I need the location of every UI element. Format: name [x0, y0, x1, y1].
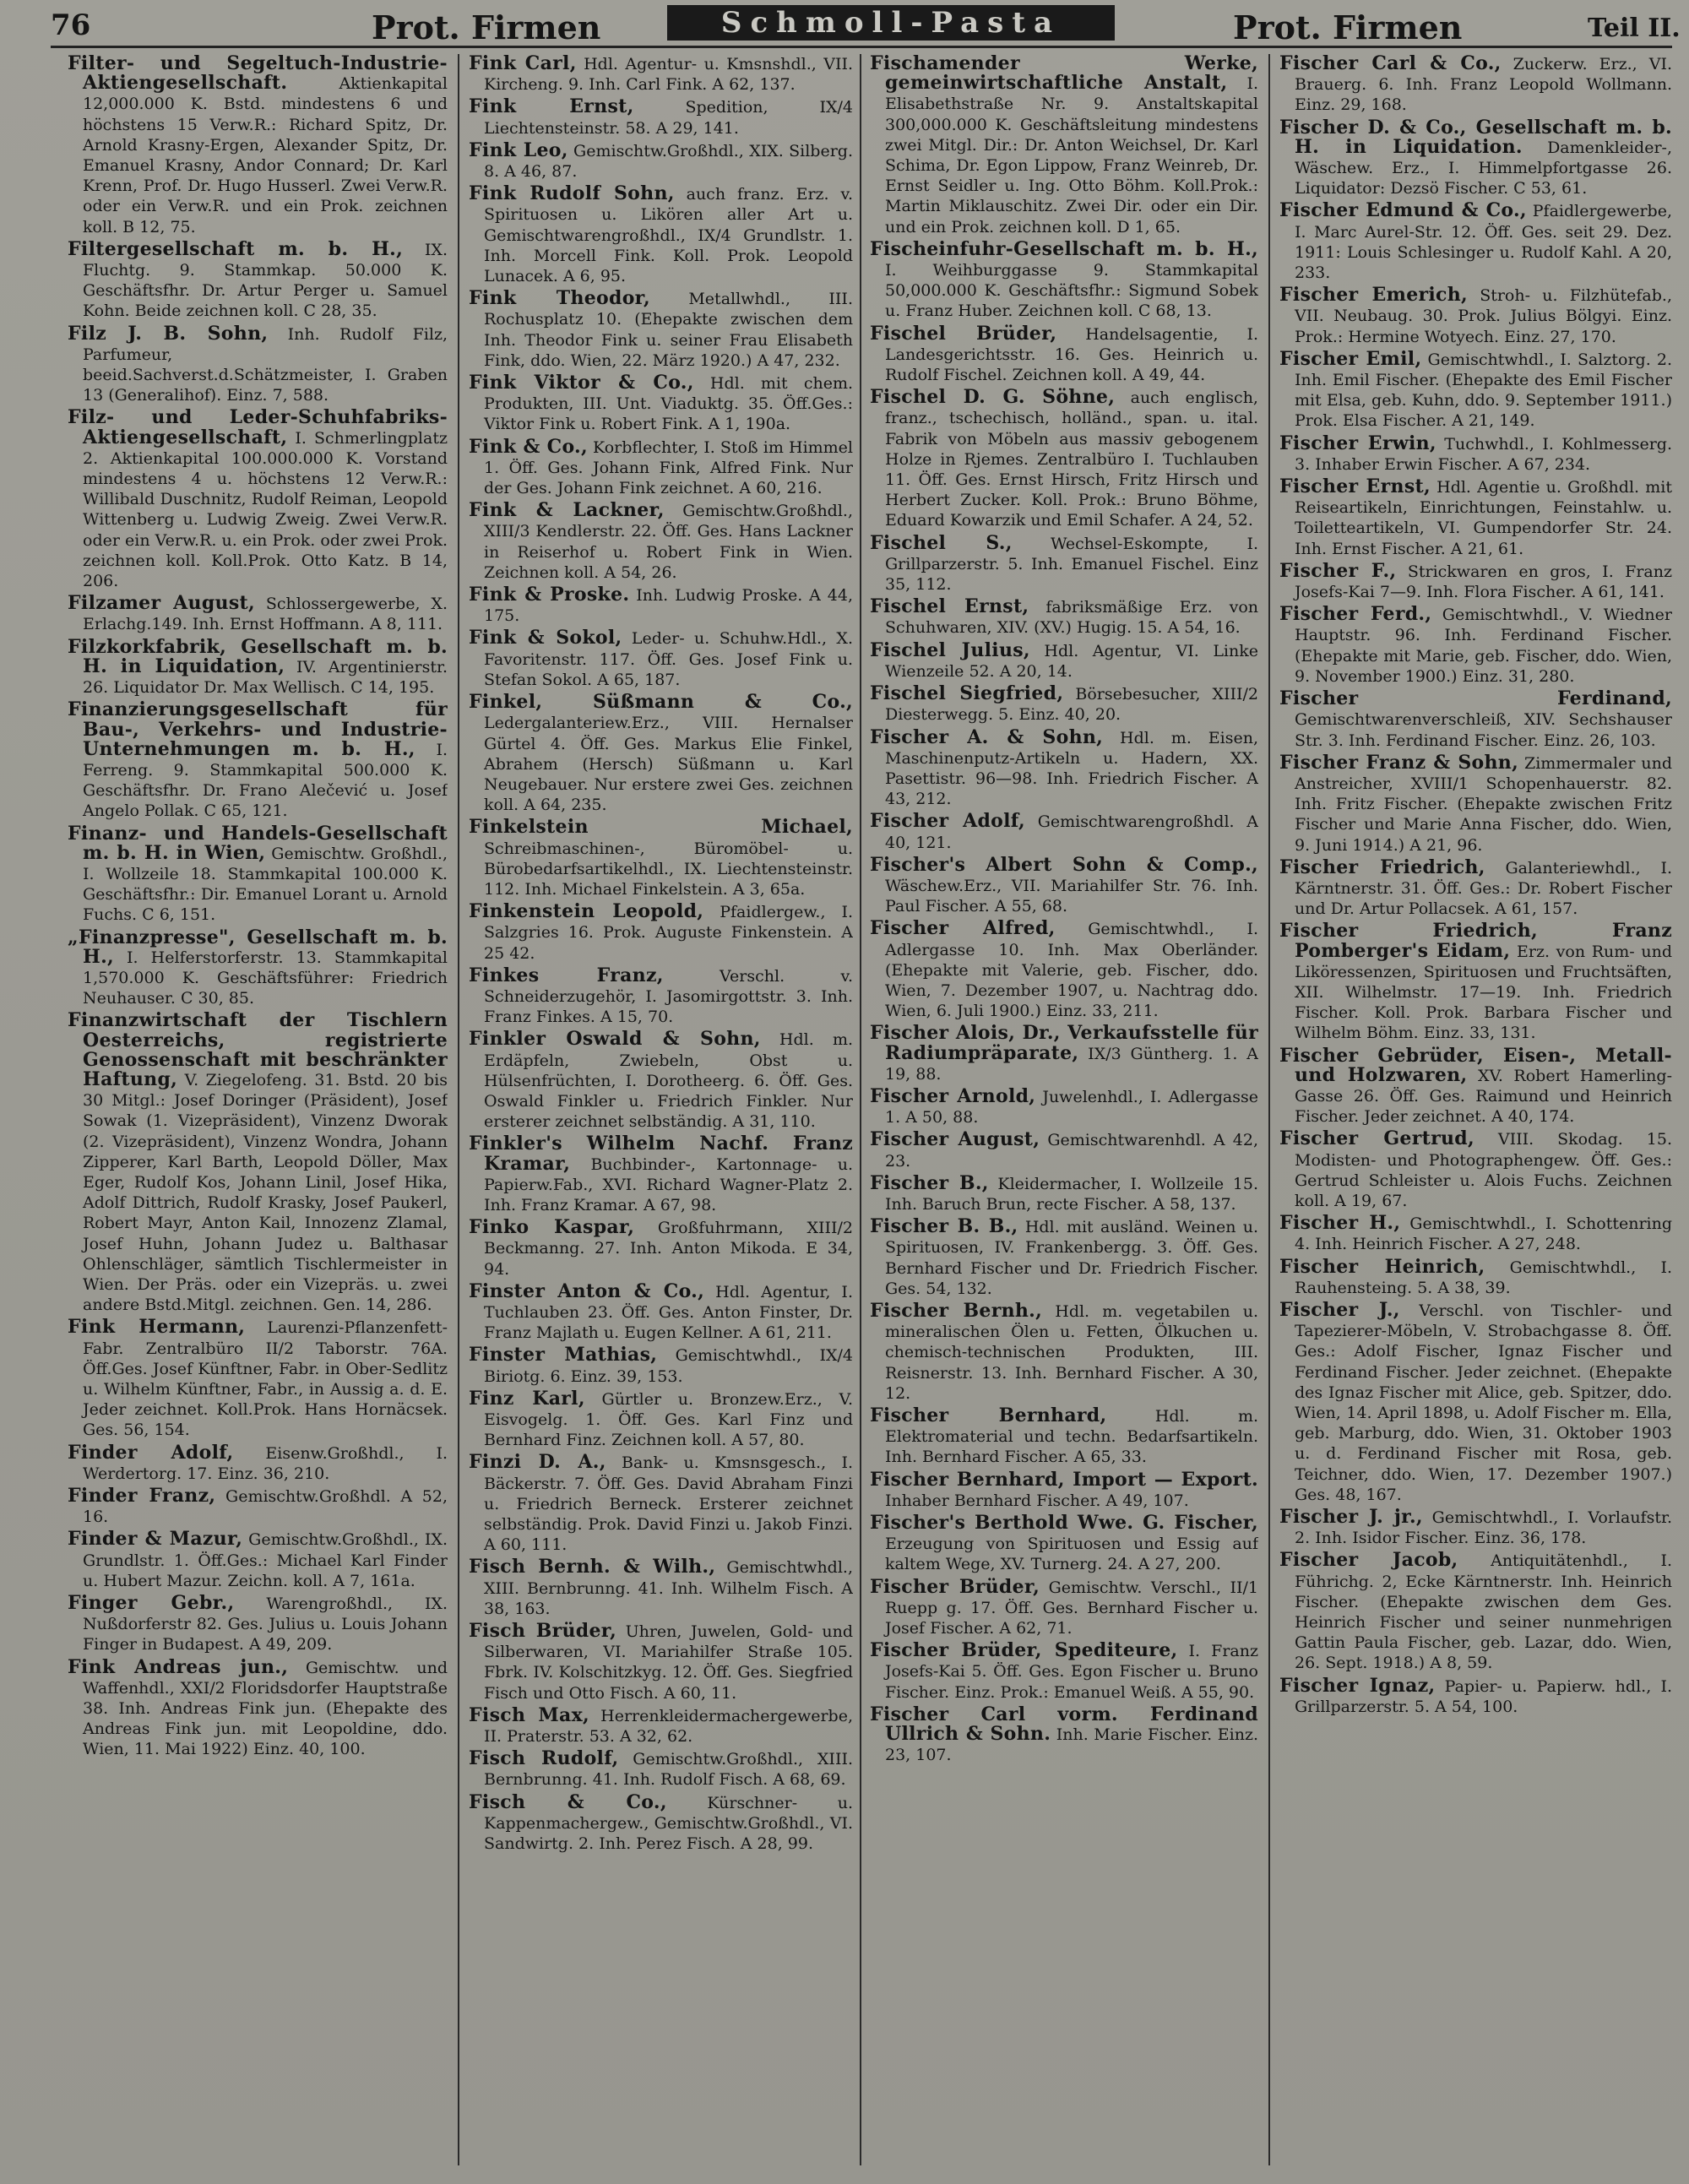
directory-entry	[68, 928, 448, 1009]
firm-details: Gemischtwhdl., I. Rauhensteing. 5. A 38, 39.	[1295, 1258, 1672, 1297]
directory-entry	[469, 289, 853, 371]
firm-name: Fischer J. jr.,	[1279, 1506, 1423, 1529]
firm-details: Gemischtwhdl., I. Salztorg. 2. Inh. Emil Fischer. (Ehepakte des Emil Fischer mit Elsa, geb. Kuhn, ddo. 9. September 1911.) Prok. Elsa Fischer. A 21, 149.	[1295, 350, 1672, 431]
firm-name: Fischer Emil,	[1279, 347, 1422, 370]
directory-entry	[1279, 1046, 1672, 1127]
firm-details: Börsebesucher, XIII/2 Diesterwegg. 5. Einz. 40, 20.	[885, 685, 1258, 725]
directory-entry	[870, 1705, 1258, 1766]
directory-entry	[870, 1470, 1258, 1511]
directory-entry	[469, 818, 853, 899]
firm-details: Gemischtw. und Waffenhdl., XXI/2 Floridsdorfer Hauptstraße 38. Inh. Andreas Fink jun. (Ehepakte des Andreas Fink jun. mit Leopoldine, ddo. Wien, 11. Mai 1922) Einz. 40, 100.	[83, 1658, 448, 1759]
directory-entry	[68, 237, 448, 322]
firm-name: Fink & Sokol,	[469, 627, 622, 649]
firm-name: Fischer Arnold,	[870, 1084, 1036, 1107]
firm-name: Fischer Friedrich,	[1279, 856, 1485, 878]
firm-details: Bank- u. Kmsnsgesch., I. Bäckerstr. 7. Öff. Ges. David Abraham Finzi u. Friedrich Berneck. Ersterer zeichnet selbständig. Prok. David Finzi u. Jakob Finzi. A 60, 111.	[484, 1453, 853, 1555]
column-divider	[458, 54, 459, 2165]
firm-details: Verschl. v. Schneiderzugehör, I. Jasomirgottstr. 3. Inh. Franz Finkes. A 15, 70.	[484, 966, 853, 1027]
directory-column-2	[469, 54, 853, 2165]
firm-name: Fischer Friedrich, Franz Pomberger's Eidam,	[1279, 920, 1672, 962]
directory-entry	[870, 1084, 1258, 1127]
firm-details: Gemischtw.Großhdl., XIII/3 Kendlerstr. 22. Öff. Ges. Hans Lackner in Reiserhof u. Robert Fink in Wien. Zeichnen koll. A 54, 26.	[484, 502, 853, 582]
directory-entry	[870, 1171, 1258, 1214]
firm-name: Fischer Ignaz,	[1279, 1674, 1436, 1697]
firm-details: Uhren, Juwelen, Gold- und Silberwaren, VI. Mariahilfer Straße 105. Fbrk. IV. Kolschitzkyg. 12. Öff. Ges. Siegfried Fisch und Otto Fisch. A 60, 11.	[484, 1622, 853, 1703]
firm-name: Fischer A. & Sohn,	[870, 725, 1104, 748]
firm-details: Erz. von Rum- und Liköressenzen, Spirituosen und Fruchtsäften, XII. Wilhelmstr. 17—19. Inh. Friedrich Fischer. Koll. Prok. Barbara Fischer und Wilhelm Böhm. Einz. 33, 131.	[1295, 942, 1672, 1043]
firm-details: Gemischtw.Großhdl. A 52, 16.	[83, 1487, 448, 1527]
firm-name: Finkes Franz,	[469, 964, 664, 986]
directory-entry	[870, 1406, 1258, 1468]
directory-entry	[870, 1301, 1258, 1404]
directory-entry	[68, 1011, 448, 1315]
directory-entry	[68, 1594, 448, 1655]
firm-name: Fischer Franz & Sohn,	[1279, 751, 1519, 774]
firm-details: Gemischtw. Großhdl., I. Wollzeile 18. Stammkapital 100.000 K. Geschäftsfhr.: Dir. Emanuel Lorant u. Arnold Fuchs. C 6, 151.	[83, 844, 448, 925]
firm-details: Großfuhrmann, XIII/2 Beckmanng. 27. Inh. Anton Mikoda. E 34, 94.	[484, 1219, 853, 1279]
directory-entry	[1279, 1508, 1672, 1548]
column-divider	[1268, 54, 1270, 2165]
directory-entry	[1279, 434, 1672, 475]
directory-column-3	[870, 54, 1258, 2165]
firm-details: Schlossergewerbe, X. Erlachg.149. Inh. Ernst Hoffmann. A 8, 111.	[83, 595, 448, 634]
directory-entry	[469, 437, 853, 499]
firm-details: Inhaber Bernhard Fischer. A 49, 107.	[885, 1491, 1189, 1510]
directory-entry	[469, 184, 853, 286]
firm-name: Filter- und Segeltuch-Industrie-Aktiengesellschaft.	[68, 54, 448, 95]
firm-name: Finkler Oswald & Sohn,	[469, 1028, 761, 1051]
firm-details: Pfaidlergew., I. Salzgries 16. Prok. Auguste Finkenstein. A 25 42.	[484, 903, 853, 963]
directory-entry	[68, 54, 448, 237]
section-title-left: Prot. Firmen	[372, 8, 601, 46]
firm-details: Damenkleider-, Wäschew. Erz., I. Himmelpfortgasse 26. Liquidator: Dezsö Fischer. C 53, 61.	[1295, 138, 1672, 198]
directory-entry	[870, 1217, 1258, 1299]
firm-name: Fischer H.,	[1279, 1212, 1401, 1235]
firm-details: IV. Argentinierstr. 26. Liquidator Dr. Max Wellisch. C 14, 195.	[83, 657, 448, 698]
firm-details: Kürschner- u. Kappenmachergew., Gemischtw.Großhdl., VI. Sandwirtg. 2. Inh. Perez Fisch. A 28, 99.	[484, 1793, 853, 1854]
firm-name: Fischer's Albert Sohn & Comp.,	[870, 853, 1258, 876]
directory-entry	[870, 1513, 1258, 1575]
firm-name: Finder Franz,	[68, 1485, 216, 1508]
directory-entry	[1279, 201, 1672, 283]
firm-details: Wäschew.Erz., VII. Mariahilfer Str. 76. Inh. Paul Fischer. A 55, 68.	[885, 876, 1258, 916]
firm-name: Fischer Gertrud,	[1279, 1127, 1474, 1150]
page-number: 76	[51, 8, 91, 42]
firm-name: Finster Mathias,	[469, 1344, 658, 1366]
directory-entry	[68, 1443, 448, 1484]
firm-name: Filz J. B. Sohn,	[68, 322, 269, 345]
directory-entry	[469, 1790, 853, 1855]
firm-details: V. Ziegelofeng. 31. Bstd. 20 bis 30 Mitgl.: Josef Doringer (Präsident), Josef Sowak (1. Vizepräsident), Vinzenz Dworak (2. Vizepräsident), Vinzenz Wondra, Johann Zipperer, Karl Barth, Leopold Döller, Max Eger, Rudolf Kos, Johann Linil, Josef Hika, Adolf Dittrich, Rudolf Krasky, Josef Paukerl, Robert Mayr, Anton Kail, Innozenz Zlamal, Josef Huhn, Johann Judez u. Balthasar Ohlenschläger, sämtlich Tischlermeister in Wien. Der Präs. oder ein Vizepräs. u. zwei andere Bstd.Mitgl. zeichnen. Gen. 14, 286.	[83, 1070, 448, 1315]
directory-entry	[870, 1575, 1258, 1639]
firm-details: Antiquitätenhdl., I. Führichg. 2, Ecke Kärntnerstr. Inh. Heinrich Fischer. (Ehepakte zwischen dem Ges. Heinrich Fischer und seiner nunmehrigen Gattin Paula Fischer, geb. Lazar, ddo. Wien, 26. Sept. 1918.) A 8, 59.	[1295, 1551, 1672, 1673]
directory-entry	[469, 54, 853, 95]
directory-entry	[870, 597, 1258, 638]
firm-name: Finder & Mazur,	[68, 1528, 243, 1551]
firm-details: fabriksmäßige Erz. von Schuhwaren, XIV. (XV.) Hugig. 15. A 54, 16.	[885, 598, 1258, 638]
firm-details: Gemischtwhdl., I. Schottenring 4. Inh. Heinrich Fischer. A 27, 248.	[1295, 1214, 1672, 1254]
firm-details: Laurenzi-Pflanzenfett-Fabr. Zentralbüro II/2 Taborstr. 76A. Öff.Ges. Josef Künftner, Fabr. in Ober-Sedlitz u. Wilhelm Künftner, Fabr., in Aussig a. d. E. Jeder zeichnet. Koll.Prok. Hans Hornäcsek. Ges. 56, 154.	[83, 1318, 448, 1440]
firm-details: Gemischtwhdl., I. Vorlaufstr. 2. Inh. Isidor Fischer. Einz. 36, 178.	[1295, 1508, 1672, 1548]
firm-name: Fischer Carl & Co.,	[1279, 54, 1502, 74]
firm-name: Fischel Brüder,	[870, 322, 1057, 345]
firm-details: I. Weihburggasse 9. Stammkapital 50,000.000 K. Geschäftsfhr.: Sigmund Sobek u. Franz Huber. Zeichnen koll. C 68, 13.	[885, 261, 1258, 321]
firm-details: I. Franz Josefs-Kai 5. Öff. Ges. Egon Fischer u. Bruno Fischer. Einz. Prok.: Emanuel Weiß. A 55, 90.	[885, 1642, 1258, 1702]
page-header	[51, 5, 1681, 48]
firm-details: Gemischtwarenverschleiß, XIV. Sechshauser Str. 3. Inh. Ferdinand Fischer. Einz. 26, 103.	[1295, 710, 1672, 750]
directory-entry	[870, 853, 1258, 917]
firm-details: Gemischtwarengroßhdl. A 40, 121.	[885, 812, 1258, 852]
firm-details: Gemischtwhdl., V. Wiedner Hauptstr. 96. Inh. Ferdinand Fischer. (Ehepakte mit Marie, geb. Fischer, ddo. Wien, 9. November 1900.) Einz. 31, 280.	[1295, 606, 1672, 686]
firm-name: Fisch Max,	[469, 1703, 589, 1726]
directory-entry	[1279, 921, 1672, 1043]
firm-details: Herrenkleidermachergewerbe, II. Praterstr. 53. A 32, 62.	[484, 1706, 853, 1747]
firm-details: I. Elisabethstraße Nr. 9. Anstaltskapital 300,000.000 K. Geschäftsleitung mindestens zwei Mitgl. Dir.: Dr. Anton Weichsel, Dr. Karl Schima, Dr. Egon Lippow, Franz Weinreb, Dr. Ernst Seidler u. Ing. Otto Böhm. Koll.Prok.: Martin Miklauschitz. Zwei Dir. oder ein Dir. und ein Prok. zeichnen koll. D 1, 65.	[885, 74, 1258, 236]
firm-name: Finzi D. A.,	[469, 1451, 606, 1474]
firm-name: Fink & Lackner,	[469, 499, 665, 522]
firm-name: Fischer Adolf,	[870, 810, 1026, 833]
directory-entry	[870, 531, 1258, 595]
directory-entry	[469, 141, 853, 182]
directory-entry	[469, 1622, 853, 1703]
firm-details: Schreibmaschinen-, Büromöbel- u. Bürobedarfsartikelhdl., IX. Liechtensteinstr. 112. Inh. Michael Finkelstein. A 3, 65a.	[484, 839, 853, 899]
firm-name: Fink Hermann,	[68, 1316, 246, 1339]
firm-name: Filzamer August,	[68, 592, 255, 615]
firm-details: Gemischtw.Großhdl., IX. Grundlstr. 1. Öff.Ges.: Michael Karl Finder u. Hubert Mazur. Zeichn. koll. A 7, 161a.	[83, 1530, 448, 1590]
firm-name: Fischer Emerich,	[1279, 284, 1468, 307]
directory-entry	[469, 1345, 853, 1386]
firm-details: IX. Fluchtg. 9. Stammkap. 50.000 K. Geschäftsfhr. Dr. Artur Perger u. Samuel Kohn. Beide zeichnen koll. C 28, 35.	[83, 240, 448, 321]
firm-name: Fischeinfuhr-Gesellschaft m. b. H.,	[870, 237, 1258, 260]
directory-entry	[469, 373, 853, 435]
firm-name: Fischer Bernhard,	[870, 1404, 1107, 1426]
firm-details: Pfaidlergewerbe, I. Marc Aurel-Str. 12. Öff. Ges. seit 29. Dez. 1911: Louis Schlesinger u. Rudolf Kahl. A 20, 233.	[1295, 202, 1672, 283]
firm-details: Tuchwhdl., I. Kohlmesserg. 3. Inhaber Erwin Fischer. A 67, 234.	[1295, 434, 1672, 474]
directory-entry	[469, 1389, 853, 1451]
directory-entry	[870, 324, 1258, 386]
directory-entry	[469, 501, 853, 583]
firm-details: Gemischtw.Großhdl., XIII. Bernbrunng. 41. Inh. Rudolf Fisch. A 68, 69.	[484, 1750, 853, 1790]
firm-name: Fischer Brüder,	[870, 1575, 1040, 1598]
firm-details: Handelsagentie, I. Landesgerichtsstr. 16. Ges. Heinrich u. Rudolf Fischel. Zeichnen koll. A 49, 44.	[885, 324, 1258, 385]
firm-name: Fischer B.,	[870, 1171, 989, 1194]
firm-details: Aktienkapital 12,000.000 K. Bstd. mindestens 6 und höchstens 15 Verw.R.: Richard Spitz, Dr. Arnold Krasny-Ergen, Alexander Spitz, Dr. Emanuel Krasny, Andor Connard; Dr. Karl Krenn, Prof. Dr. Hugo Husserl. Zwei Verw.R. oder ein Verw.R. und ein Prok. zeichnen koll. B 12, 75.	[83, 74, 448, 236]
firm-details: Gemischtwhdl., XIII. Bernbrunng. 41. Inh. Wilhelm Fisch. A 38, 163.	[484, 1558, 853, 1618]
directory-entry	[870, 237, 1258, 322]
firm-name: Finanzwirtschaft der Tischlern Oesterreichs, registrierte Genossenschaft mit beschränkter Haftung,	[68, 1009, 448, 1090]
firm-details: Inh. Rudolf Filz, Parfumeur, beeid.Sachverst.d.Schätzmeister, I. Graben 13 (Generalihof). Einz. 7, 588.	[83, 324, 448, 405]
directory-entry	[870, 638, 1258, 682]
firm-name: Fisch Bernh. & Wilh.,	[469, 1556, 716, 1578]
firm-name: Fink Viktor & Co.,	[469, 372, 694, 394]
directory-entry	[1279, 1214, 1672, 1254]
firm-details: Papier- u. Papierw. hdl., I. Grillparzerstr. 5. A 54, 100.	[1295, 1676, 1672, 1716]
firm-name: Fisch Brüder,	[469, 1620, 617, 1643]
directory-entry	[870, 684, 1258, 725]
firm-name: Fink & Proske.	[469, 584, 630, 606]
firm-name: Fisch Rudolf,	[469, 1747, 619, 1770]
directory-entry	[469, 628, 853, 690]
firm-name: Fischer Heinrich,	[1279, 1255, 1485, 1278]
firm-name: Filz- und Leder-Schuhfabriks-Aktiengesellschaft,	[68, 406, 448, 448]
firm-name: Finkenstein Leopold,	[469, 900, 704, 923]
firm-details: Warengroßhdl., IX. Nußdorferstr 82. Ges. Julius u. Louis Johann Finger in Budapest. A 49, 209.	[83, 1595, 448, 1654]
firm-name: Fischel Ernst,	[870, 595, 1029, 618]
directory-entry	[68, 1486, 448, 1527]
firm-name: Fischer Jacob,	[1279, 1549, 1458, 1572]
firm-name: Fischer Edmund & Co.,	[1279, 199, 1527, 222]
firm-details: Zimmermaler und Anstreicher, XVIII/1 Schopenhauerstr. 82. Inh. Fritz Fischer. (Ehepakte zwischen Fritz Fischer und Marie Anna Fischer, ddo. Wien, 9. Juni 1914.) A 21, 96.	[1295, 753, 1672, 855]
firm-details: XV. Robert Hamerling-Gasse 26. Öff. Ges. Raimund und Heinrich Fischer. Jeder zeichnet. A 40, 174.	[1295, 1066, 1672, 1127]
firm-name: „Finanzpresse", Gesellschaft m. b. H.,	[68, 926, 448, 968]
directory-entry	[469, 1703, 853, 1747]
firm-details: Hdl. m. Eisen, Maschinenputz-Artikeln u. Hadern, XX. Pasettistr. 96—98. Inh. Friedrich Fischer. A 43, 212.	[885, 728, 1258, 809]
firm-name: Finkelstein Michael,	[469, 816, 853, 839]
firm-name: Fischer Carl vorm. Ferdinand Ullrich & Sohn.	[870, 1703, 1258, 1746]
firm-details: Hdl. Agentur- u. Kmsnshdl., VII. Kircheng. 9. Inh. Carl Fink. A 62, 137.	[484, 55, 853, 95]
firm-name: Filzkorkfabrik, Gesellschaft m. b. H. in Liquidation,	[68, 635, 448, 677]
firm-name: Fischel S.,	[870, 531, 1013, 554]
firm-details: Zuckerw. Erz., VI. Brauerg. 6. Inh. Franz Leopold Wollmann. Einz. 29, 168.	[1295, 55, 1672, 115]
firm-details: Gemischtw.Großhdl., XIX. Silberg. 8. A 46, 87.	[484, 141, 853, 182]
directory-entry	[1279, 118, 1672, 199]
firm-details: Kleidermacher, I. Wollzeile 15. Inh. Baruch Brun, recte Fischer. A 58, 137.	[885, 1174, 1258, 1214]
directory-entry	[68, 324, 448, 406]
firm-details: Gemischtw. Verschl., II/1 Ruepp g. 17. Öff. Ges. Bernhard Fischer u. Josef Fischer. A 62, 71.	[885, 1578, 1258, 1638]
firm-name: Fischamender Werke, gemeinwirtschaftliche Anstalt,	[870, 54, 1258, 95]
firm-details: Wechsel-Eskompte, I. Grillparzerstr. 5. Inh. Emanuel Fischel. Einz 35, 112.	[885, 534, 1258, 595]
firm-details: Hdl. mit chem. Produkten, III. Unt. Viaduktg. 35. Öff.Ges.: Viktor Fink u. Robert Fink. A 1, 190a.	[484, 374, 853, 434]
firm-name: Fischer Alois, Dr., Verkaufsstelle für Radiumpräparate,	[870, 1022, 1258, 1064]
directory-entry	[870, 1641, 1258, 1703]
firm-details: Stroh- u. Filzhütefab., VII. Neubaug. 30. Prok. Julius Bölgyi. Einz. Prok.: Hermine Wotyech. Einz. 27, 170.	[1295, 286, 1672, 346]
directory-entry	[1279, 1129, 1672, 1211]
firm-details: Gürtler u. Bronzew.Erz., V. Eisvogelg. 1. Öff. Ges. Karl Finz und Bernhard Finz. Zeichnen koll. A 57, 80.	[484, 1389, 853, 1450]
directory-entry	[469, 585, 853, 626]
firm-name: Fischer Bernhard, Import — Export.	[870, 1468, 1258, 1491]
directory-column-4	[1279, 54, 1672, 2165]
firm-details: auch englisch, franz., tschechisch, holländ., span. u. ital. Fabrik von Möbeln aus massiv gebogenem Holze in Rjemes. Zentralbüro I. Tuchlauben 11. Öff. Ges. Ernst Hirsch, Fritz Hirsch und Herbert Zucker. Koll. Prok.: Bruno Böhme, Eduard Kowarzik und Emil Schafer. A 24, 52.	[885, 388, 1258, 530]
directory-entry	[469, 966, 853, 1028]
firm-details: Hdl. m. Elektromaterial und techn. Bedarfsartikeln. Inh. Bernhard Fischer. A 65, 33.	[885, 1407, 1258, 1467]
firm-name: Fischel D. G. Söhne,	[870, 386, 1116, 409]
firm-details: Hdl. mit ausländ. Weinen u. Spirituosen, IV. Frankenbergg. 3. Öff. Ges. Bernhard Fischer und Dr. Friedrich Fischer. Ges. 54, 132.	[885, 1218, 1258, 1298]
firm-name: Fischer Alfred,	[870, 917, 1056, 940]
firm-details: IX/3 Güntherg. 1. A 19, 88.	[885, 1044, 1258, 1084]
directory-entry	[469, 1134, 853, 1215]
firm-name: Fischer J.,	[1279, 1298, 1400, 1321]
firm-details: Metallwhdl., III. Rochusplatz 10. (Ehepakte zwischen dem Inh. Theodor Fink u. seiner Frau Elisabeth Fink, ddo. Wien, 22. März 1920.) A 47, 232.	[484, 290, 853, 370]
firm-details: Hdl. m. vegetabilen u. mineralischen Ölen u. Fetten, Ölkuchen u. chemisch-technischen Produkten, III. Reisnerstr. 13. Inh. Bernhard Fischer. A 30, 12.	[885, 1301, 1258, 1403]
firm-name: Fink Leo,	[469, 139, 568, 161]
directory-entry	[68, 594, 448, 634]
directory-entry	[469, 97, 853, 138]
directory-entry	[1279, 858, 1672, 920]
firm-details: VIII. Skodag. 15. Modisten- und Photographengew. Öff. Ges.: Gertrud Schleister u. Alois Fuchs. Zeichnen koll. A 19, 67.	[1295, 1130, 1672, 1210]
directory-entry	[870, 725, 1258, 810]
firm-name: Fischer F.,	[1279, 559, 1397, 582]
firm-name: Finko Kaspar,	[469, 1216, 635, 1239]
firm-details: Inh. Ludwig Proske. A 44, 175.	[484, 586, 853, 626]
directory-entry	[68, 1655, 448, 1760]
directory-entry	[870, 1024, 1258, 1084]
directory-entry	[870, 388, 1258, 530]
column-divider	[860, 54, 861, 2165]
firm-name: Filtergesellschaft m. b. H.,	[68, 237, 404, 260]
firm-name: Fink Rudolf Sohn,	[469, 182, 675, 205]
directory-entry	[68, 700, 448, 821]
firm-name: Fischer Ferdinand,	[1279, 687, 1672, 710]
firm-details: Leder- u. Schuhw.Hdl., X. Favoritenstr. 117. Öff. Ges. Josef Fink u. Stefan Sokol. A 65, 187.	[484, 629, 853, 689]
firm-details: Galanteriewhdl., I. Kärntnerstr. 31. Öff. Ges.: Dr. Robert Fischer und Dr. Artur Pollacsek. A 61, 157.	[1295, 858, 1672, 919]
firm-name: Finster Anton & Co.,	[469, 1279, 705, 1302]
directory-entry	[68, 1529, 448, 1591]
directory-entry	[1279, 1551, 1672, 1673]
firm-name: Fink & Co.,	[469, 435, 588, 458]
firm-name: Fink Theodor,	[469, 287, 650, 310]
firm-name: Finder Adolf,	[68, 1441, 234, 1464]
directory-entry	[68, 635, 448, 698]
firm-details: Hdl. Agentur, I. Tuchlauben 23. Öff. Ges. Anton Finster, Dr. Franz Majlath u. Eugen Kellner. A 61, 211.	[484, 1282, 853, 1343]
firm-name: Fischer's Berthold Wwe. G. Fischer,	[870, 1512, 1258, 1535]
directory-entry	[469, 1279, 853, 1344]
directory-entry	[1279, 477, 1672, 559]
directory-entry	[1279, 559, 1672, 602]
firm-name: Fischel Julius,	[870, 638, 1030, 661]
directory-entry	[1279, 753, 1672, 856]
firm-name: Fischer Ernst,	[1279, 475, 1431, 498]
firm-details: Hdl. Agentur, VI. Linke Wienzeile 52. A 20, 14.	[885, 641, 1258, 681]
firm-details: Verschl. von Tischler- und Tapezierer-Möbeln, V. Strobachgasse 8. Öff. Ges.: Adolf Fischer, Ignaz Fischer und Ferdinand Fischer. Jeder zeichnet. (Ehepakte des Ignaz Fischer mit Alice, geb. Spitzer, ddo. Wien, 14. April 1898, u. Adolf Fischer m. Ella, geb. Marburg, ddo. Wien, 31. Oktober 1903 u. d. Ferdinand Fischer mit Rosa, geb. Teichner, ddo. Wien, 17. Dezember 1907.) Ges. 48, 167.	[1295, 1301, 1672, 1504]
directory-entry	[1279, 689, 1672, 751]
firm-details: Hdl. m. Erdäpfeln, Zwiebeln, Obst u. Hülsenfrüchten, I. Dorotheerg. 6. Öff. Ges. Oswald Finkler u. Friedrich Finkler. Nur ersterer zeichnet selbständig. A 31, 110.	[484, 1030, 853, 1132]
firm-details: Erzeugung von Spirituosen und Essig auf kaltem Wege, XV. Turnerg. 24. A 27, 200.	[885, 1535, 1258, 1574]
firm-details: I. Schmerlingplatz 2. Aktienkapital 100.000.000 K. Vorstand mindestens 4 u. höchstens 12 Verw.R.: Willibald Duschnitz, Rudolf Reiman, Leopold Wittenberg u. Ludwig Zweig. Zwei Verw.R. oder ein Verw.R. u. ein Prok. oder zwei Prok. zeichnen koll. Koll.Prok. Otto Katz. B 14, 206.	[83, 428, 448, 591]
firm-details: I. Helferstorferstr. 13. Stammkapital 1,570.000 K. Geschäftsführer: Friedrich Neuhauser. C 30, 85.	[83, 948, 448, 1008]
firm-name: Fischer August,	[870, 1128, 1040, 1151]
firm-name: Fink Ernst,	[469, 95, 634, 118]
directory-entry	[469, 693, 853, 815]
firm-name: Fischer Ferd.,	[1279, 603, 1432, 626]
firm-details: Korbflechter, I. Stoß im Himmel 1. Öff. Ges. Johann Fink, Alfred Fink. Nur der Ges. Johann Fink zeichnet. A 60, 216.	[484, 437, 853, 498]
firm-name: Fink Andreas jun.,	[68, 1655, 289, 1678]
firm-details: Inh. Marie Fischer. Einz. 23, 107.	[885, 1725, 1258, 1765]
directory-entry	[870, 54, 1258, 237]
advertising-banner: Schmoll-Pasta	[667, 5, 1115, 41]
firm-details: Juwelenhdl., I. Adlergasse 1. A 50, 88.	[885, 1087, 1258, 1127]
section-title-right: Prot. Firmen	[1233, 8, 1463, 46]
firm-details: Eisenw.Großhdl., I. Werdertorg. 17. Einz. 36, 210.	[83, 1443, 448, 1483]
part-label: Teil II.	[1588, 14, 1681, 43]
firm-details: Spedition, IX/4 Liechtensteinstr. 58. A 29, 141.	[484, 98, 853, 138]
firm-details: Strickwaren en gros, I. Franz Josefs-Kai 7—9. Inh. Flora Fischer. A 61, 141.	[1295, 562, 1672, 602]
firm-name: Finkler's Wilhelm Nachf. Franz Kramar,	[469, 1133, 853, 1175]
directory-entry	[469, 1557, 853, 1619]
firm-details: Ledergalanteriew.Erz., VIII. Hernalser Gürtel 4. Öff. Ges. Markus Elie Finkel, Abrahem (Hersch) Süßmann u. Karl Neugebauer. Nur erstere zwei Ges. zeichnen koll. A 64, 235.	[484, 714, 853, 815]
directory-entry	[1279, 1676, 1672, 1717]
directory-entry	[68, 408, 448, 591]
directory-entry	[1279, 1255, 1672, 1298]
firm-details: Gemischtwarenhdl. A 42, 23.	[885, 1131, 1258, 1171]
directory-entry	[469, 1453, 853, 1555]
firm-details: Gemischtwhdl., IX/4 Biriotg. 6. Einz. 39, 153.	[484, 1346, 853, 1386]
directory-entry	[469, 902, 853, 964]
directory-entry	[870, 919, 1258, 1021]
firm-details: Hdl. Agentie u. Großhdl. mit Reiseartikeln, Einrichtungen, Feinstahlw. u. Toiletteartikeln, VI. Gumpendorfer Str. 24. Inh. Ernst Fischer. A 21, 61.	[1295, 478, 1672, 558]
firm-name: Fischer Gebrüder, Eisen-, Metall- und Holzwaren,	[1279, 1044, 1672, 1086]
directory-entry	[469, 1030, 853, 1132]
firm-name: Finz Karl,	[469, 1387, 585, 1410]
firm-details: I. Ferreng. 9. Stammkapital 500.000 K. Geschäftsfhr. Dr. Frano Alečević u. Josef Angelo Pollak. C 65, 121.	[83, 740, 448, 821]
firm-name: Fischer Erwin,	[1279, 432, 1436, 454]
firm-name: Fischel Siegfried,	[870, 682, 1064, 705]
firm-name: Finanz- und Handels-Gesellschaft m. b. H. in Wien,	[68, 822, 448, 864]
directory-column-1	[68, 54, 448, 2165]
directory-entry	[68, 824, 448, 926]
firm-details: Gemischtwhdl., I. Adlergasse 10. Inh. Max Oberländer. (Ehepakte mit Valerie, geb. Fischer, ddo. Wien, 7. Dezember 1907, u. Nachtrag ddo. Wien, 6. Juli 1900.) Einz. 33, 211.	[885, 920, 1258, 1021]
firm-name: Fink Carl,	[469, 54, 577, 74]
directory-entry	[870, 812, 1258, 852]
directory-entry	[68, 1317, 448, 1440]
firm-name: Fischer Bernh.,	[870, 1299, 1043, 1322]
directory-entry	[1279, 285, 1672, 347]
firm-name: Fischer B. B.,	[870, 1215, 1018, 1238]
firm-name: Fisch & Co.,	[469, 1790, 667, 1813]
firm-details: auch franz. Erz. v. Spirituosen u. Likören aller Art u. Gemischtwarengroßhdl., IX/4 Grundlstr. 1. Inh. Morcell Fink. Koll. Prok. Leopold Lunacek. A 6, 95.	[484, 185, 853, 286]
directory-entry	[870, 1130, 1258, 1171]
directory-entry	[1279, 605, 1672, 687]
firm-name: Finanzierungsgesellschaft für Bau-, Verkehrs- und Industrie-Unternehmungen m. b. H.,	[68, 698, 448, 760]
directory-entry	[1279, 54, 1672, 116]
firm-name: Fischer D. & Co., Gesellschaft m. b. H. in Liquidation.	[1279, 116, 1672, 158]
firm-name: Finkel, Süßmann & Co.,	[469, 691, 853, 714]
directory-entry	[1279, 1298, 1672, 1505]
directory-entry	[469, 1749, 853, 1790]
directory-entry	[469, 1218, 853, 1279]
directory-entry	[1279, 347, 1672, 432]
firm-details: Buchbinder-, Kartonnage- u. Papierw.Fab., XVI. Richard Wagner-Platz 2. Inh. Franz Kramar. A 67, 98.	[484, 1154, 853, 1214]
firm-name: Fischer Brüder, Spediteure,	[870, 1639, 1178, 1662]
firm-name: Finger Gebr.,	[68, 1592, 235, 1615]
